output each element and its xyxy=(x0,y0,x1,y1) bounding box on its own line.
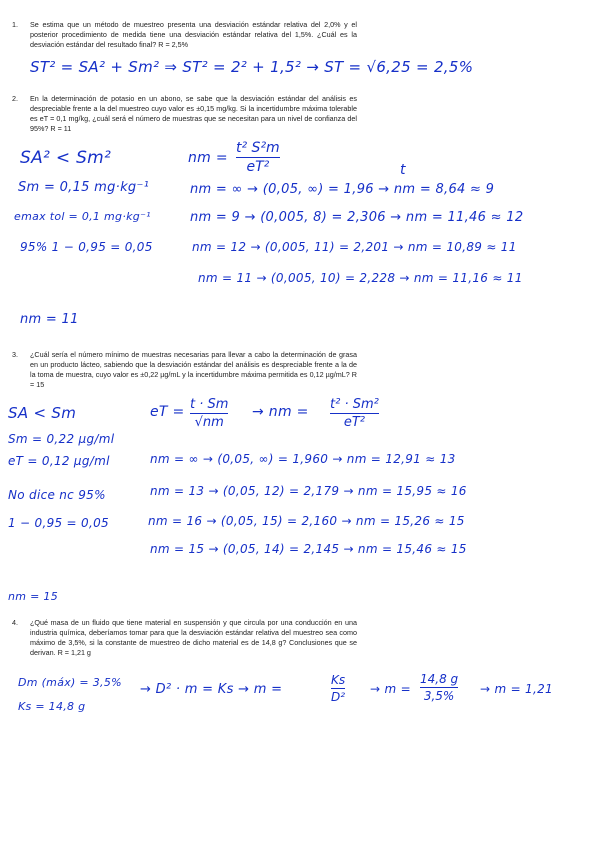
hw-p4-result: → m = 1,21 xyxy=(480,682,553,696)
fraction-denominator: D² xyxy=(331,690,346,704)
hw-p3-answer: nm = 15 xyxy=(8,590,58,603)
fraction-denominator: 3,5% xyxy=(423,689,455,703)
problem-3 xyxy=(12,350,357,390)
fraction-bar xyxy=(331,688,345,689)
problem-number: 3. xyxy=(12,350,18,359)
hw-p2-emax: emax tol = 0,1 mg·kg⁻¹ xyxy=(14,210,151,223)
hw-p3-f1-fraction xyxy=(190,397,228,430)
hw-p3-f1-lhs: eT = xyxy=(150,404,185,420)
hw-p3-row2: nm = 13 → (0,05, 12) = 2,179 → nm = 15,95 ≈ 16 xyxy=(150,484,467,498)
problem-text: Se estima que un método de muestreo presenta una desviación estándar relativa del 2,0% y el posterior procedimiento de medida tiene una desviación estándar relativa del 1,5%. ¿Cuál es la desviación estándar del resultado final? R = 2,5% xyxy=(30,20,357,49)
hw-p4-ks: Ks = 14,8 g xyxy=(18,700,86,713)
hw-p3-cond: SA < Sm xyxy=(8,404,77,422)
hw-p2-nm-fraction xyxy=(236,140,280,175)
hw-p3-f2-fraction xyxy=(330,397,379,430)
hw-p4-eq1: → D² · m = Ks → m = xyxy=(140,682,283,697)
hw-p3-f2-lhs: → nm = xyxy=(252,404,309,420)
fraction-denominator: eT² xyxy=(246,159,270,175)
problem-text: En la determinación de potasio en un abono, se sabe que la desviación estándar del análisis es despreciable frente a la del muestreo cuyo valor es ±0,15 mg/kg. Si la incertidumbre máxima tolerable es eT = 0,1 mg/kg, ¿cuál será el número de muestras que se necesitan para un nivel de confianza del 95%? R = 11 xyxy=(30,94,357,133)
fraction-denominator: √nm xyxy=(194,415,224,430)
hw-p4-dm: Dm (máx) = 3,5% xyxy=(18,676,122,689)
hw-p3-et: eT = 0,12 µg/ml xyxy=(8,454,110,468)
hw-p2-cond: SA² < Sm² xyxy=(20,148,112,168)
hw-p4-frac1 xyxy=(331,673,345,704)
hw-p3-sm: Sm = 0,22 µg/ml xyxy=(8,432,115,446)
problem-4 xyxy=(12,618,357,658)
hw-p4-arrow2: → m = xyxy=(370,682,411,696)
hw-p2-answer: nm = 11 xyxy=(20,312,79,327)
hw-p2-row3: nm = 12 → (0,005, 11) = 2,201 → nm = 10,89 ≈ 11 xyxy=(192,240,517,254)
fraction-numerator: 14,8 g xyxy=(420,672,459,686)
hw-p1-line1: ST² = SA² + Sm² ⇒ ST² = 2² + 1,5² → ST = √6,25 = 2,5% xyxy=(30,58,474,76)
problem-number: 1. xyxy=(12,20,18,29)
hw-p3-row4: nm = 15 → (0,05, 14) = 2,145 → nm = 15,46 ≈ 15 xyxy=(150,542,467,556)
problem-2 xyxy=(12,94,357,134)
fraction-numerator: t · Sm xyxy=(190,397,229,412)
hw-p3-alpha: 1 − 0,95 = 0,05 xyxy=(8,516,109,530)
hw-p2-t-label: t xyxy=(400,162,406,178)
problem-text: ¿Qué masa de un fluido que tiene material en suspensión y que circula por una conducción en una industria química, deberíamos tomar para que la desviación estándar relativa del muestreo sea como máximo de 3,5%, si la constante de muestreo de dicho material es de 14,8 g? Conclusiones que se derivan. R = 1,21 g xyxy=(30,618,357,657)
hw-p3-note: No dice nc 95% xyxy=(8,488,106,502)
fraction-numerator: t² S²m xyxy=(236,140,280,156)
fraction-bar xyxy=(330,413,379,414)
fraction-numerator: t² · Sm² xyxy=(330,397,379,412)
hw-p2-sm: Sm = 0,15 mg·kg⁻¹ xyxy=(18,180,150,195)
hw-p3-row3: nm = 16 → (0,05, 15) = 2,160 → nm = 15,26 ≈ 15 xyxy=(148,514,465,528)
fraction-bar xyxy=(236,157,280,158)
hw-p2-nm-lhs: nm = xyxy=(188,150,228,166)
problem-1 xyxy=(12,20,357,50)
problem-number: 4. xyxy=(12,618,18,627)
fraction-bar xyxy=(420,687,458,688)
hw-p4-frac2 xyxy=(420,672,458,703)
fraction-denominator: eT² xyxy=(343,415,365,430)
problem-number: 2. xyxy=(12,94,18,103)
hw-p2-conf: 95% 1 − 0,95 = 0,05 xyxy=(20,240,153,254)
hw-p2-row4: nm = 11 → (0,005, 10) = 2,228 → nm = 11,16 ≈ 11 xyxy=(198,271,523,285)
hw-p2-row1: nm = ∞ → (0,05, ∞) = 1,96 → nm = 8,64 ≈ 9 xyxy=(190,182,495,197)
fraction-bar xyxy=(190,413,228,414)
problem-text: ¿Cuál sería el número mínimo de muestras necesarias para llevar a cabo la determinación de grasa en un producto lácteo, sabiendo que la desviación estándar del análisis es despreciable frente a la de la toma de muestra, cuyo valor es ±0,22 µg/mL y la incertidumbre máxima permitida es 0,12 µg/mL? R = 15 xyxy=(30,350,357,389)
hw-p2-row2: nm = 9 → (0,005, 8) = 2,306 → nm = 11,46 ≈ 12 xyxy=(190,210,524,225)
hw-p3-row1: nm = ∞ → (0,05, ∞) = 1,960 → nm = 12,91 ≈ 13 xyxy=(150,452,456,466)
fraction-numerator: Ks xyxy=(331,673,346,687)
